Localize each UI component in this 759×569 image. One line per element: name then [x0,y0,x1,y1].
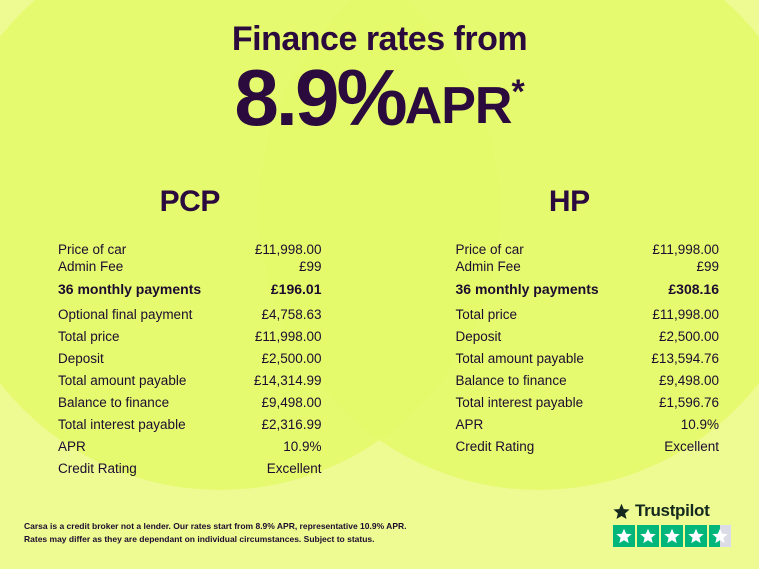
table-row [456,347,720,369]
row-label: 36 monthly payments [58,281,202,297]
asterisk: * [511,73,525,111]
table-hp [380,241,759,457]
row-label: Optional final payment [58,306,193,322]
row-value: £4,758.63 [261,306,322,322]
row-value: £196.01 [270,281,322,297]
row-value: £1,596.76 [658,394,719,410]
row-value: Excellent [266,460,322,476]
row-label: Total price [58,328,120,344]
row-value: Excellent [664,438,719,454]
star-3-icon [661,525,683,547]
table-row [58,325,322,347]
table-row [58,369,322,391]
table-row [456,413,720,435]
row-value: £9,498.00 [658,372,719,388]
row-value: £99 [298,259,322,274]
table-row [58,391,322,413]
row-label: 36 monthly payments [455,281,599,297]
trustpilot-wordmark [613,501,735,521]
row-label: Admin Fee [58,259,124,274]
row-value: £14,314.99 [253,372,322,388]
row-value: £11,998.00 [652,306,719,322]
row-label: Credit Rating [455,438,535,454]
row-label: Price of car [455,242,524,257]
column-heading-hp: HP [548,185,590,218]
trustpilot-badge[interactable] [613,501,735,547]
row-label: Deposit [58,350,104,366]
row-label: Total price [455,306,518,322]
row-label: Deposit [455,328,502,344]
table-row-highlight [456,275,720,303]
headline-rate [0,53,759,142]
row-value: £11,998.00 [254,328,322,344]
table-row [456,369,720,391]
table-row [456,258,720,275]
table-row [58,241,322,258]
row-value: £2,316.99 [261,416,322,432]
table-row [456,303,720,325]
star-1-icon [613,525,635,547]
row-value: £99 [696,259,719,274]
row-value: £11,998.00 [652,242,719,257]
row-label: Total interest payable [455,394,584,410]
table-row-highlight [58,275,322,303]
table-row [58,258,322,275]
row-value: £2,500.00 [658,328,719,344]
row-value: £13,594.76 [651,350,719,366]
row-value: £9,498.00 [261,394,322,410]
row-label: APR [58,438,86,454]
trustpilot-star-icon [613,503,630,520]
table-row [456,325,720,347]
table-row [456,391,720,413]
disclaimer [24,520,444,545]
row-label: Total amount payable [58,372,187,388]
row-label: APR [455,416,484,432]
page-title: Finance rates from [231,20,528,58]
row-label: Total interest payable [58,416,186,432]
rate-unit: APR [404,77,512,135]
row-value: £11,998.00 [254,242,322,257]
finance-column-hp [380,185,759,479]
star-4-icon [685,525,707,547]
disclaimer-line-2: Rates may differ as they are dependant on individual circumstances. Subject to status. [24,533,375,544]
table-row [58,347,322,369]
row-value: 10.9% [283,438,322,454]
disclaimer-line-1: Carsa is a credit broker not a lender. Our rates start from 8.9% APR, representative 10.9% APR. [24,521,407,532]
trustpilot-name: Trustpilot [635,501,710,520]
table-row [456,241,720,258]
row-label: Price of car [58,242,127,257]
finance-column-pcp [0,185,380,479]
column-heading-pcp: PCP [159,185,220,218]
table-row [58,435,322,457]
row-label: Total amount payable [455,350,584,366]
row-value: 10.9% [680,416,719,432]
row-label: Credit Rating [58,460,137,476]
table-row [456,435,720,457]
star-2-icon [637,525,659,547]
row-label: Admin Fee [455,259,521,274]
row-value: £308.16 [668,281,719,297]
table-row [58,303,322,325]
table-pcp [0,241,380,479]
table-row [58,457,322,479]
row-label: Balance to finance [58,394,170,410]
star-5-half-icon [709,525,731,547]
row-value: £2,500.00 [261,350,322,366]
row-label: Balance to finance [455,372,567,388]
finance-tables [0,185,759,479]
trustpilot-rating-stars [613,525,735,547]
table-row [58,413,322,435]
rate-value: 8.9% [234,53,405,142]
